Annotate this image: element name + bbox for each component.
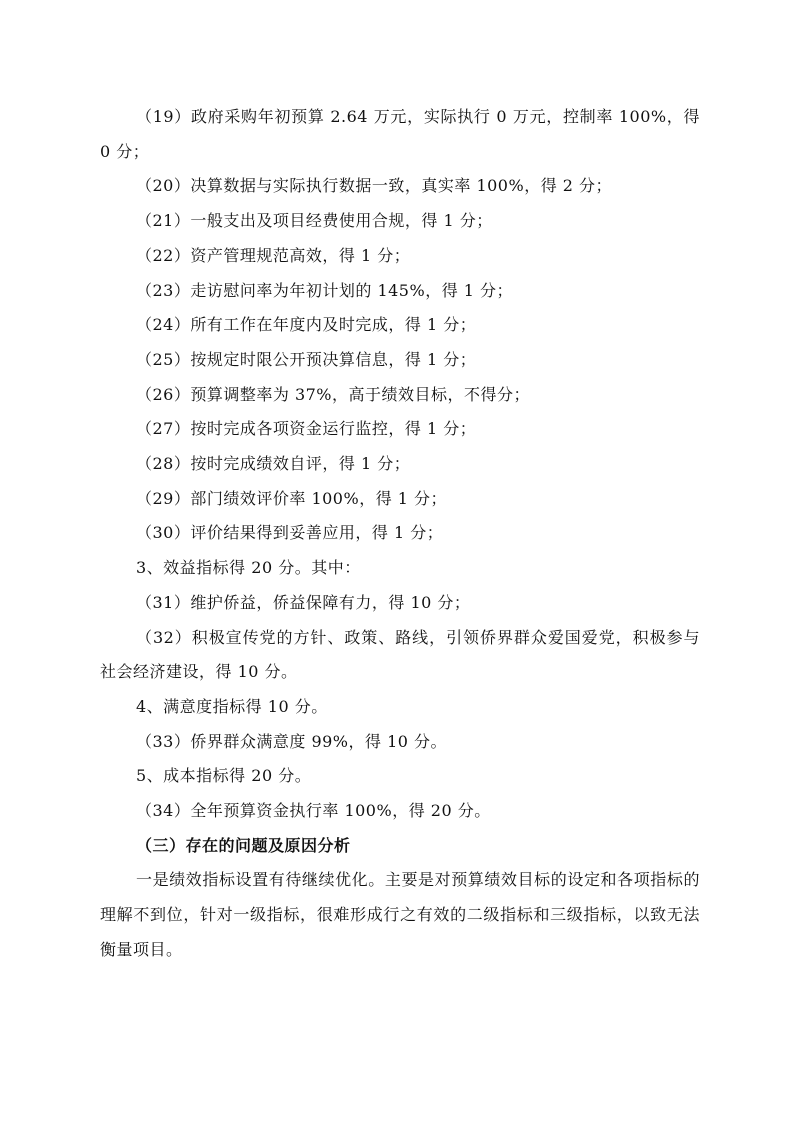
paragraph-item-33: （33）侨界群众满意度 99%，得 10 分。: [136, 731, 448, 751]
paragraph-item-20: （20）决算数据与实际执行数据一致，真实率 100%，得 2 分；: [136, 176, 613, 196]
paragraph-item-34: （34）全年预算资金执行率 100%，得 20 分。: [136, 801, 491, 821]
document-body: [100, 100, 700, 968]
paragraph-item-26: （26）预算调整率为 37%，高于绩效目标，不得分；: [136, 384, 531, 404]
paragraph-item-21: （21）一般支出及项目经费使用合规，得 1 分；: [136, 211, 493, 231]
paragraph-problem-analysis: 一是绩效指标设置有待继续优化。主要是对预算绩效目标的设定和各项指标的理解不到位，针对一级指标，很难形成行之有效的二级指标和三级指标，以致无法衡量项目。: [100, 870, 700, 959]
paragraph-item-27: （27）按时完成各项资金运行监控，得 1 分；: [136, 419, 477, 439]
section-heading-problems: （三）存在的问题及原因分析: [136, 835, 351, 855]
paragraph-item-30: （30）评价结果得到妥善应用，得 1 分；: [136, 523, 444, 543]
paragraph-item-23: （23）走访慰问率为年初计划的 145%，得 1 分；: [136, 280, 514, 300]
paragraph-item-31: （31）维护侨益，侨益保障有力，得 10 分；: [136, 592, 471, 612]
paragraph-item-22: （22）资产管理规范高效，得 1 分；: [136, 245, 411, 265]
paragraph-item-29: （29）部门绩效评价率 100%，得 1 分；: [136, 488, 448, 508]
paragraph-item-28: （28）按时完成绩效自评，得 1 分；: [136, 454, 411, 474]
section-benefit-indicators: 3、效益指标得 20 分。其中：: [136, 558, 361, 578]
paragraph-item-32: （32）积极宣传党的方针、政策、路线，引领侨界群众爱国爱党，积极参与社会经济建设，得 10 分。: [100, 627, 700, 682]
section-satisfaction-indicators: 4、满意度指标得 10 分。: [136, 696, 328, 716]
paragraph-item-19: （19）政府采购年初预算 2.64 万元，实际执行 0 万元，控制率 100%，得 0 分；: [100, 107, 700, 161]
paragraph-item-25: （25）按规定时限公开预决算信息，得 1 分；: [136, 349, 477, 369]
section-cost-indicators: 5、成本指标得 20 分。: [136, 766, 312, 786]
paragraph-item-24: （24）所有工作在年度内及时完成，得 1 分；: [136, 315, 477, 335]
